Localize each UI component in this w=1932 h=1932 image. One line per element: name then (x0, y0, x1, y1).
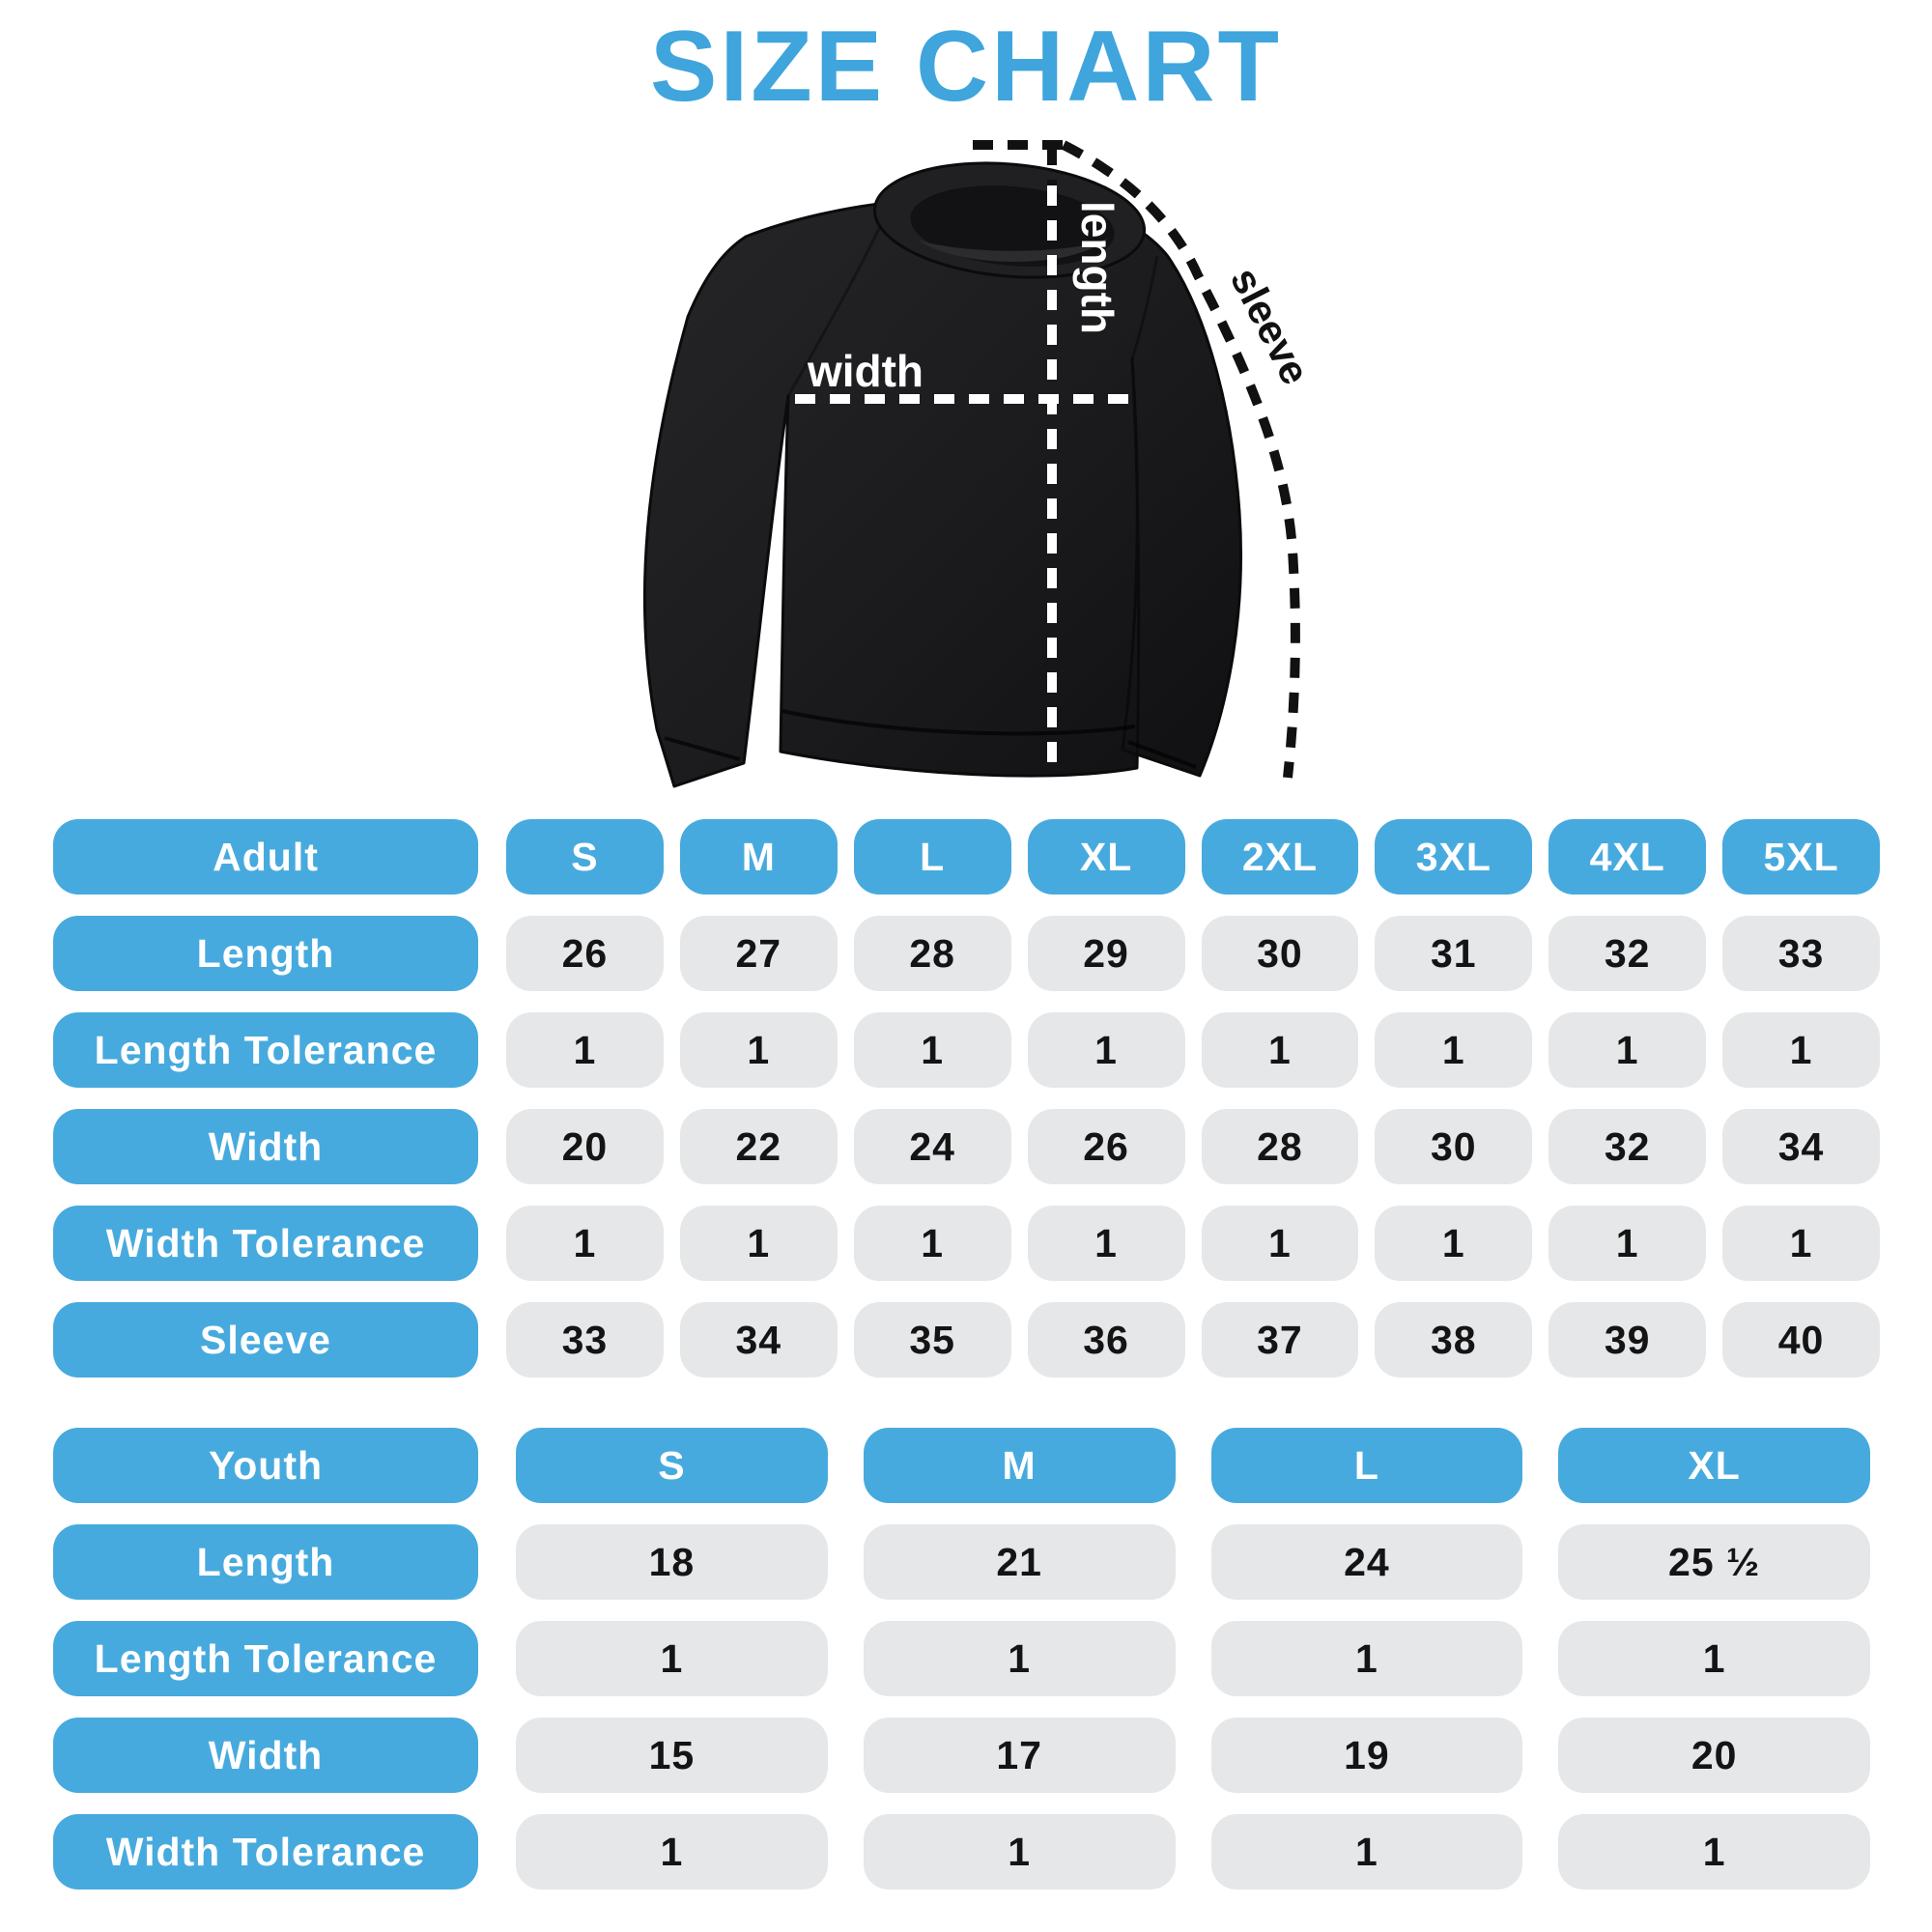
value-cell: 36 (1028, 1302, 1185, 1378)
size-header-cell: XL (1028, 819, 1185, 895)
value-cell: 1 (680, 1206, 838, 1281)
size-header-cell: 3XL (1375, 819, 1532, 895)
value-cell: 26 (1028, 1109, 1185, 1184)
value-cell: 1 (516, 1621, 828, 1696)
value-cell: 1 (1375, 1012, 1532, 1088)
size-header-cell: 2XL (1202, 819, 1359, 895)
value-cell: 1 (854, 1012, 1011, 1088)
size-header-cell: L (854, 819, 1011, 895)
value-cell: 32 (1548, 916, 1706, 991)
value-cell: 34 (680, 1302, 838, 1378)
length-measure-label: length (1072, 201, 1122, 334)
value-cell: 39 (1548, 1302, 1706, 1378)
value-cell: 24 (854, 1109, 1011, 1184)
table-title-cell: Adult (53, 819, 478, 895)
table-row (53, 1206, 1880, 1281)
size-header-cell: S (516, 1428, 828, 1503)
value-cell: 28 (854, 916, 1011, 991)
value-cell: 22 (680, 1109, 838, 1184)
value-cell: 1 (516, 1814, 828, 1889)
value-cell: 28 (1202, 1109, 1359, 1184)
value-cell: 17 (864, 1718, 1176, 1793)
size-header-cell: M (680, 819, 838, 895)
size-header-cell: XL (1558, 1428, 1870, 1503)
value-cell: 40 (1722, 1302, 1880, 1378)
value-cell: 19 (1211, 1718, 1523, 1793)
value-cell: 1 (1558, 1621, 1870, 1696)
value-cell: 30 (1202, 916, 1359, 991)
value-cell: 37 (1202, 1302, 1359, 1378)
table-row (53, 1621, 1880, 1696)
value-cell: 26 (506, 916, 664, 991)
value-cell: 1 (1722, 1012, 1880, 1088)
table-row (53, 1109, 1880, 1184)
value-cell: 27 (680, 916, 838, 991)
value-cell: 21 (864, 1524, 1176, 1600)
value-cell: 1 (1202, 1012, 1359, 1088)
value-cell: 1 (1211, 1814, 1523, 1889)
value-cell: 1 (1558, 1814, 1870, 1889)
value-cell: 35 (854, 1302, 1011, 1378)
value-cell: 38 (1375, 1302, 1532, 1378)
page-title: SIZE CHART (650, 11, 1282, 123)
value-cell: 20 (506, 1109, 664, 1184)
row-label: Length Tolerance (53, 1621, 478, 1696)
row-label: Sleeve (53, 1302, 478, 1378)
value-cell: 1 (506, 1012, 664, 1088)
value-cell: 1 (1028, 1012, 1185, 1088)
size-header-cell: M (864, 1428, 1176, 1503)
row-label: Length Tolerance (53, 1012, 478, 1088)
row-label: Length (53, 916, 478, 991)
value-cell: 1 (1375, 1206, 1532, 1281)
adult-size-table (53, 819, 1880, 1399)
value-cell: 1 (1548, 1012, 1706, 1088)
value-cell: 24 (1211, 1524, 1523, 1600)
width-measure-label: width (807, 346, 924, 396)
size-header-cell: 5XL (1722, 819, 1880, 895)
table-row (53, 1302, 1880, 1378)
value-cell: 1 (1722, 1206, 1880, 1281)
value-cell: 1 (1202, 1206, 1359, 1281)
size-header-cell: L (1211, 1428, 1523, 1503)
value-cell: 1 (1028, 1206, 1185, 1281)
value-cell: 1 (854, 1206, 1011, 1281)
value-cell: 1 (506, 1206, 664, 1281)
value-cell: 25 ½ (1558, 1524, 1870, 1600)
size-header-row (53, 1428, 1880, 1503)
value-cell: 32 (1548, 1109, 1706, 1184)
table-row (53, 1718, 1880, 1793)
value-cell: 15 (516, 1718, 828, 1793)
value-cell: 1 (680, 1012, 838, 1088)
table-title-cell: Youth (53, 1428, 478, 1503)
sweatshirt-silhouette (644, 184, 1240, 786)
value-cell: 1 (1548, 1206, 1706, 1281)
value-cell: 1 (864, 1621, 1176, 1696)
sweatshirt-measurement-diagram (502, 97, 1391, 831)
value-cell: 29 (1028, 916, 1185, 991)
table-row (53, 1814, 1880, 1889)
size-header-cell: 4XL (1548, 819, 1706, 895)
value-cell: 18 (516, 1524, 828, 1600)
sleeve-measure-label: sleeve (1221, 260, 1320, 392)
value-cell: 1 (864, 1814, 1176, 1889)
sweatshirt-diagram-svg (502, 97, 1391, 831)
value-cell: 31 (1375, 916, 1532, 991)
row-label: Width Tolerance (53, 1206, 478, 1281)
table-row (53, 1012, 1880, 1088)
row-label: Width Tolerance (53, 1814, 478, 1889)
row-label: Width (53, 1109, 478, 1184)
youth-size-table (53, 1428, 1880, 1911)
value-cell: 30 (1375, 1109, 1532, 1184)
value-cell: 33 (506, 1302, 664, 1378)
table-row (53, 916, 1880, 991)
value-cell: 20 (1558, 1718, 1870, 1793)
size-header-row (53, 819, 1880, 895)
value-cell: 1 (1211, 1621, 1523, 1696)
value-cell: 33 (1722, 916, 1880, 991)
size-header-cell: S (506, 819, 664, 895)
value-cell: 34 (1722, 1109, 1880, 1184)
table-row (53, 1524, 1880, 1600)
row-label: Width (53, 1718, 478, 1793)
row-label: Length (53, 1524, 478, 1600)
